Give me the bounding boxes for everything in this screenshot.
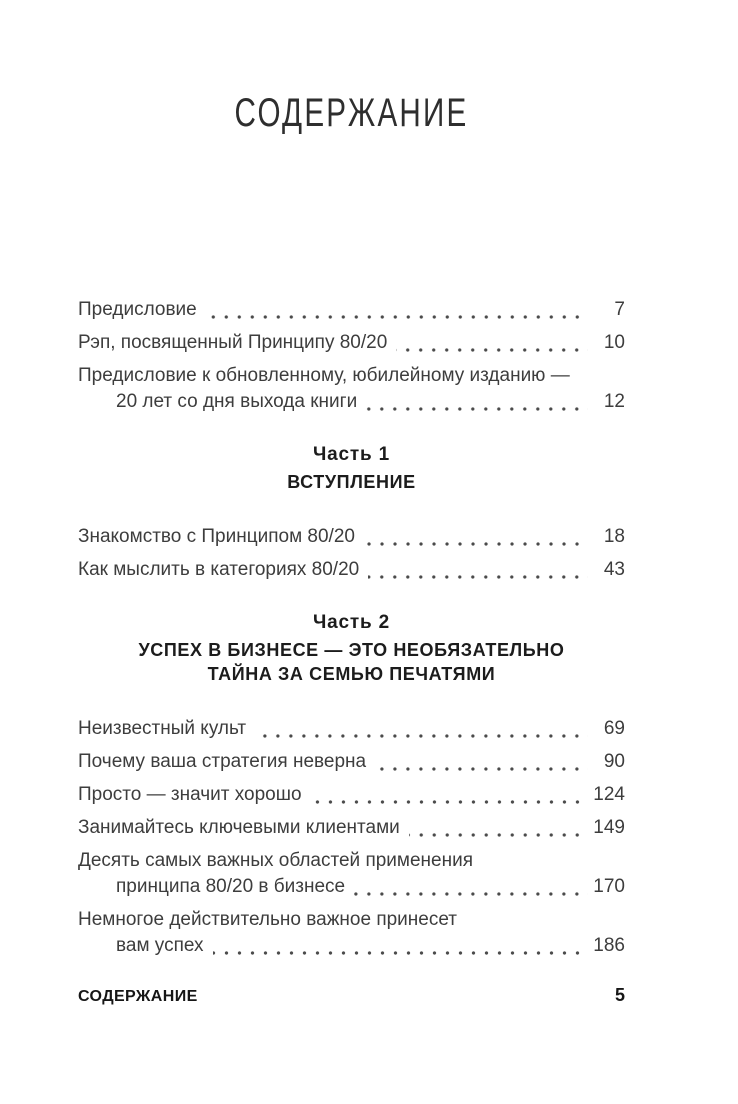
part-heading	[78, 610, 625, 686]
part-title-line: ТАЙНА ЗА СЕМЬЮ ПЕЧАТЯМИ	[207, 664, 496, 684]
dot-leader	[255, 734, 588, 738]
part-heading	[78, 442, 625, 494]
toc-entry-page: 10	[603, 332, 625, 353]
toc-entry-title: Предисловие к обновленному, юбилейному изданию —	[78, 365, 570, 386]
part-title-line: ВСТУПЛЕНИЕ	[287, 472, 416, 492]
toc-entry-title: Как мыслить в категориях 80/20	[78, 559, 360, 580]
toc-entry	[78, 815, 625, 841]
toc-entry-page: 43	[603, 559, 625, 580]
toc-entry-title: Рэп, посвященный Принципу 80/20	[78, 332, 388, 353]
dot-leader	[354, 892, 588, 896]
part-title-line: УСПЕХ В БИЗНЕСЕ — ЭТО НЕОБЯЗАТЕЛЬНО	[138, 640, 565, 660]
part-label: Часть 1	[313, 444, 390, 465]
page-title: СОДЕРЖАНИЕ	[234, 91, 469, 135]
toc-entry-page: 69	[603, 718, 625, 739]
part-label: Часть 2	[313, 612, 390, 633]
toc-entry-title: Просто — значит хорошо	[78, 784, 302, 805]
toc-entry-title: Почему ваша стратегия неверна	[78, 751, 367, 772]
dot-leader	[206, 315, 588, 319]
toc-entry	[78, 716, 625, 742]
page-number: 5	[614, 985, 625, 1005]
toc-entry-page: 7	[614, 299, 625, 320]
toc-entry-page: 186	[593, 935, 625, 956]
toc-entry-page: 18	[603, 526, 625, 547]
toc-entry-page: 170	[593, 876, 625, 897]
dot-leader	[213, 951, 588, 955]
dot-leader	[366, 407, 588, 411]
toc-entry	[78, 848, 625, 900]
dot-leader	[396, 348, 588, 352]
toc-entry-title: Занимайтесь ключевыми клиентами	[78, 817, 400, 838]
dot-leader	[375, 767, 588, 771]
dot-leader	[311, 800, 588, 804]
toc-entry-title: Немногое действительно важное принесет	[78, 909, 457, 930]
running-title: СОДЕРЖАНИЕ	[78, 988, 198, 1005]
toc-entry-page: 12	[603, 391, 625, 412]
toc-entry-title: Знакомство с Принципом 80/20	[78, 526, 355, 547]
dot-leader	[368, 575, 588, 579]
toc-entry	[78, 907, 625, 959]
toc-entry	[78, 330, 625, 356]
toc-entry	[78, 363, 625, 415]
toc-entry-page: 124	[593, 784, 625, 805]
toc-entry-continuation: вам успех	[116, 935, 204, 956]
dot-leader	[409, 833, 588, 837]
toc-entry	[78, 749, 625, 775]
page-footer	[78, 985, 625, 1006]
toc-entry-continuation: 20 лет со дня выхода книги	[116, 391, 358, 412]
toc-entry	[78, 297, 625, 323]
toc-entry-title: Неизвестный культ	[78, 718, 247, 739]
dot-leader	[364, 542, 588, 546]
toc-entry-page: 149	[593, 817, 625, 838]
toc-entry-page: 90	[603, 751, 625, 772]
toc-entry	[78, 524, 625, 550]
toc-entry-continuation: принципа 80/20 в бизнесе	[116, 876, 346, 897]
toc-entry	[78, 782, 625, 808]
toc-entry	[78, 557, 625, 583]
toc-entry-title: Предисловие	[78, 299, 197, 320]
table-of-contents	[78, 297, 625, 966]
toc-entry-title: Десять самых важных областей применения	[78, 850, 474, 871]
